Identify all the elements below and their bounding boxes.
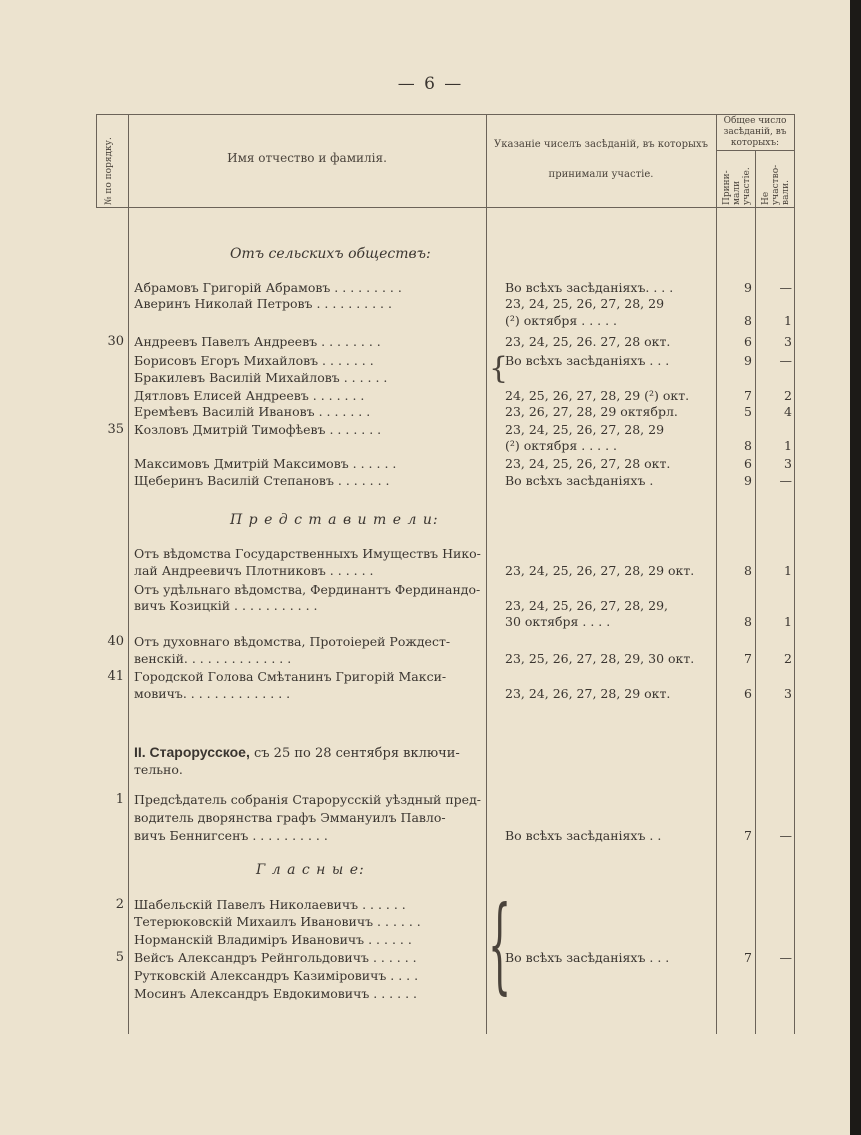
row-name: Щеберинъ Василій Степановъ . . . . . . . (134, 473, 390, 488)
row-name: Отъ удѣльнаго вѣдомства, Фердинантъ Фердинандо- (134, 582, 481, 597)
row-attendance: 24, 25, 26, 27, 28, 29 (²) окт. (505, 388, 690, 403)
row-name: Дятловъ Елисей Андреевъ . . . . . . . (134, 388, 365, 403)
row-took-part: 8 (744, 614, 752, 629)
row-number: 30 (107, 334, 124, 349)
row-attendance: (²) октября . . . . . (505, 313, 618, 328)
row-not-took-part: 3 (784, 686, 792, 701)
row-attendance: (²) октября . . . . . (505, 438, 618, 453)
page-number: — 6 — (397, 74, 464, 94)
row-name: Отъ духовнаго вѣдомства, Протоіерей Рождест- (134, 634, 451, 649)
row-name: Отъ вѣдомства Государственныхъ Имуществъ Нико- (134, 546, 481, 561)
row-attendance: 23, 24, 25, 26, 27, 28, 29, (505, 598, 668, 613)
header-col-number: № по порядку. (104, 137, 114, 205)
staroruss-dates-cont: тельно. (134, 762, 183, 777)
row-not-took-part: 1 (784, 313, 792, 328)
row-number: 1 (115, 792, 124, 807)
row-took-part: 6 (744, 686, 752, 701)
row-name: Козловъ Дмитрій Тимофѣевъ . . . . . . . (134, 422, 382, 437)
row-not-took-part: 1 (784, 563, 792, 578)
row-took-part: 8 (744, 438, 752, 453)
section-staroruss (134, 744, 460, 762)
row-attendance: Во всѣхъ засѣданіяхъ . . . (505, 353, 670, 368)
row-name: Городской Голова Смѣтанинъ Григорій Макси- (134, 669, 447, 684)
row-name: Бракилевъ Василій Михайловъ . . . . . . (134, 370, 388, 385)
row-not-took-part: 1 (784, 614, 792, 629)
row-took-part: 6 (744, 334, 752, 349)
table-left-rule (96, 114, 97, 208)
table-top-rule (96, 114, 794, 115)
row-name: мовичъ. . . . . . . . . . . . . . (134, 686, 291, 701)
row-name: Андреевъ Павелъ Андреевъ . . . . . . . . (134, 334, 381, 349)
row-not-took-part: — (779, 280, 792, 295)
row-took-part: 7 (744, 950, 752, 965)
row-took-part: 8 (744, 313, 752, 328)
row-not-took-part: — (779, 950, 792, 965)
row-attendance: Во всѣхъ засѣданіяхъ . . . (505, 950, 670, 965)
header-col-not-took-part: Не участво-вали. (761, 164, 791, 205)
row-number: 2 (115, 897, 124, 912)
row-attendance: 23, 24, 25, 26, 27, 28 окт. (505, 456, 671, 471)
row-name: Шабельскій Павелъ Николаевичъ . . . . . . (134, 897, 406, 912)
row-name: водитель дворянства графъ Эммануилъ Павло- (134, 810, 446, 825)
row-name: Вейсъ Александръ Рейнгольдовичъ . . . . . . (134, 950, 417, 965)
row-name: Тетерюковскій Михаилъ Ивановичъ . . . . . . (134, 914, 421, 929)
row-attendance: 23, 24, 25, 26, 27, 28, 29 окт. (505, 563, 695, 578)
row-name: Мосинъ Александръ Евдокимовичъ . . . . . . (134, 986, 417, 1001)
row-name: Еремѣевъ Василій Ивановъ . . . . . . . (134, 404, 371, 419)
col-took-rule (755, 150, 756, 1034)
brace-rural: { (489, 351, 509, 386)
header-col-dates-1: Указаніе чиселъ засѣданій, въ которыхъ (494, 139, 708, 150)
row-attendance: 23, 25, 26, 27, 28, 29, 30 окт. (505, 651, 695, 666)
row-attendance: 23, 24, 25, 26. 27, 28 окт. (505, 334, 671, 349)
row-attendance: 23, 24, 25, 26, 27, 28, 29 (505, 422, 665, 437)
col-dates-rule (716, 114, 717, 1034)
scan-edge (850, 0, 861, 1135)
row-name: Борисовъ Егоръ Михайловъ . . . . . . . (134, 353, 374, 368)
row-attendance: 23, 24, 25, 26, 27, 28, 29 (505, 296, 665, 311)
row-not-took-part: — (779, 828, 792, 843)
row-name: Абрамовъ Григорій Абрамовъ . . . . . . . . . (134, 280, 402, 295)
row-number: 35 (107, 422, 124, 437)
staroruss-dates: съ 25 по 28 сентября включи- (253, 746, 460, 761)
row-took-part: 9 (744, 353, 752, 368)
row-attendance: Во всѣхъ засѣданіяхъ. . . . (505, 280, 674, 295)
row-not-took-part: 4 (784, 404, 792, 419)
row-took-part: 9 (744, 473, 752, 488)
row-not-took-part: — (779, 473, 792, 488)
row-name: Предсѣдатель собранія Старорусскій уѣздный пред- (134, 792, 481, 807)
row-name: венскій. . . . . . . . . . . . . . (134, 651, 292, 666)
header-col-took-part: Прини-мали участіе. (722, 167, 752, 205)
row-name: лай Андреевичъ Плотниковъ . . . . . . (134, 563, 374, 578)
row-not-took-part: 1 (784, 438, 792, 453)
row-took-part: 5 (744, 404, 752, 419)
row-took-part: 9 (744, 280, 752, 295)
brace-glasnye: { (488, 883, 512, 1005)
header-bottom-rule (96, 207, 794, 208)
row-not-took-part: 2 (784, 388, 792, 403)
row-number: 5 (115, 950, 124, 965)
section-glasnye: Г л а с н ы е: (256, 862, 365, 878)
row-name: вичъ Козицкій . . . . . . . . . . . (134, 598, 318, 613)
row-number: 41 (107, 669, 124, 684)
section-rural: Отъ сельскихъ обществъ: (230, 246, 431, 262)
col-number-rule (128, 114, 129, 1034)
row-not-took-part: 3 (784, 334, 792, 349)
row-took-part: 7 (744, 651, 752, 666)
row-name: Рутковскій Александръ Казиміровичъ . . . . (134, 968, 419, 983)
row-attendance: Во всѣхъ засѣданіяхъ . (505, 473, 654, 488)
row-name: Максимовъ Дмитрій Максимовъ . . . . . . (134, 456, 397, 471)
row-took-part: 7 (744, 828, 752, 843)
row-name: Аверинъ Николай Петровъ . . . . . . . . . . (134, 296, 392, 311)
row-took-part: 7 (744, 388, 752, 403)
row-attendance: Во всѣхъ засѣданіяхъ . . (505, 828, 662, 843)
row-number: 40 (107, 634, 124, 649)
row-took-part: 8 (744, 563, 752, 578)
row-attendance: 23, 26, 27, 28, 29 октябрл. (505, 404, 678, 419)
section-reps: П р е д с т а в и т е л и: (230, 512, 439, 528)
staroruss-title: II. Старорусское, (134, 744, 250, 760)
header-col-name: Имя отчество и фамилія. (227, 151, 387, 165)
row-not-took-part: 2 (784, 651, 792, 666)
row-name: Норманскій Владиміръ Ивановичъ . . . . . . (134, 932, 412, 947)
row-not-took-part: — (779, 353, 792, 368)
row-attendance: 23, 24, 26, 27, 28, 29 окт. (505, 686, 671, 701)
row-took-part: 6 (744, 456, 752, 471)
row-not-took-part: 3 (784, 456, 792, 471)
row-attendance: 30 октября . . . . (505, 614, 611, 629)
header-col-dates-2: принимали участіе. (548, 169, 654, 180)
header-col-total: Общее число засѣданій, въ которыхъ: (723, 116, 787, 148)
table-right-rule (794, 114, 795, 1034)
col-name-rule (486, 114, 487, 1034)
row-name: вичъ Беннигсенъ . . . . . . . . . . (134, 828, 328, 843)
